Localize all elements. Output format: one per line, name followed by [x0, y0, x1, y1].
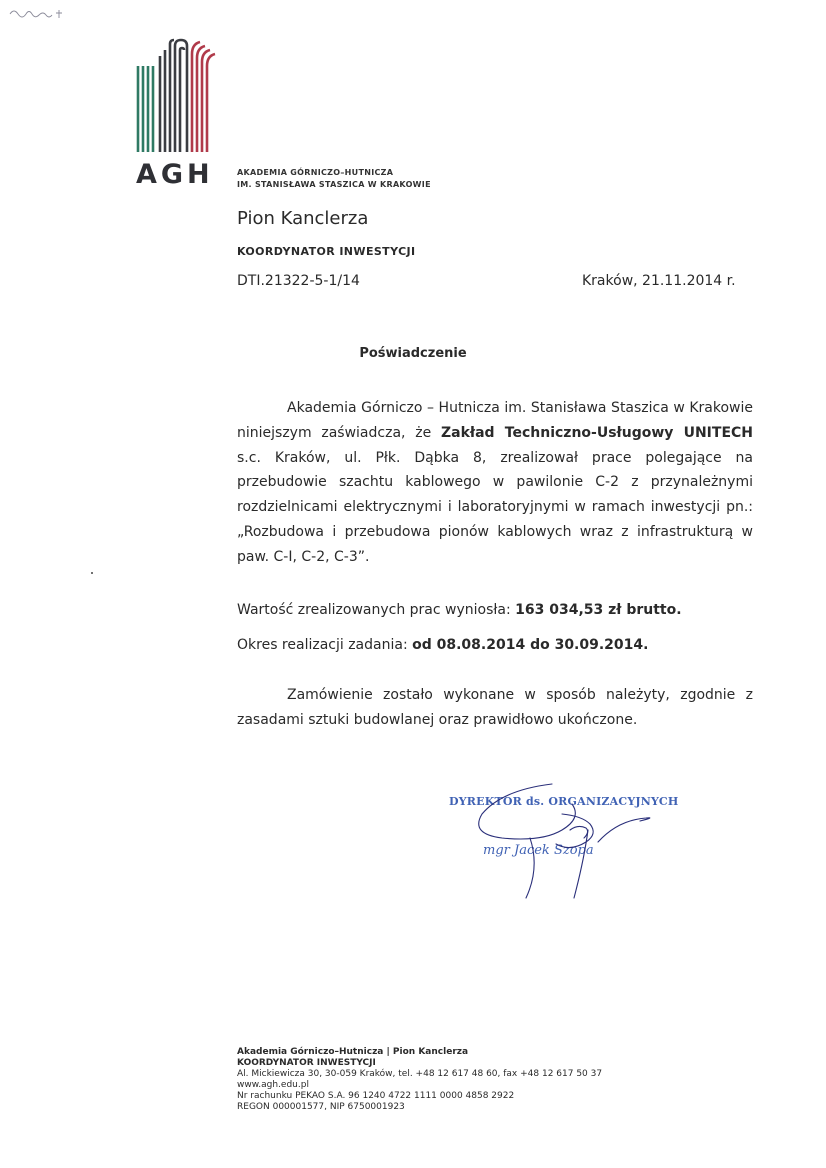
corner-scribble — [8, 6, 68, 22]
reference-number: DTI.21322-5-1/14 — [237, 273, 360, 289]
stamp-name: mgr Jacek Szopa — [483, 843, 594, 858]
main-paragraph-part-2: s.c. Kraków, ul. Płk. Dąbka 8, zrealizował prace polegające na przebudowie szachtu kablowego w pawilonie C-2 z przynależnymi rozdzielnicami elektrycznymi i laboratoryjnymi w ramach inwestycji pn.: „Rozbudowa i przebudowa pionów kablowych wraz z infrastrukturą w paw. C-I, C-2, C-3”. — [237, 449, 753, 565]
footer-bank-account: Nr rachunku PEKAO S.A. 96 1240 4722 1111 0000 4858 2922 — [237, 1091, 515, 1101]
document-title: Poświadczenie — [359, 346, 467, 361]
contract-value-label: Wartość zrealizowanych prac wyniosła: — [237, 602, 516, 618]
footer-institution: Akademia Górniczo–Hutnicza | Pion Kanclerza — [237, 1047, 469, 1057]
handwritten-signature — [470, 780, 660, 900]
stamp-title: DYREKTOR ds. ORGANIZACYJNYCH — [449, 795, 679, 808]
closing-paragraph: Zamówienie zostało wykonane w sposób należyty, zgodnie z zasadami sztuki budowlanej oraz prawidłowo ukończone. — [237, 687, 753, 728]
agh-logo-icon — [136, 36, 216, 152]
company-name: Zakład Techniczno-Usługowy UNITECH — [441, 424, 753, 441]
main-paragraph — [237, 396, 753, 570]
institution-line-1: AKADEMIA GÓRNICZO–HUTNICZA — [237, 168, 394, 177]
institution-name — [237, 167, 431, 191]
department-name: Pion Kanclerza — [237, 208, 369, 229]
contract-value — [237, 598, 757, 623]
agh-logo-text: AGH — [136, 159, 214, 190]
document-date: Kraków, 21.11.2014 r. — [582, 273, 736, 289]
main-paragraph-part-1: Akademia Górniczo – Hutnicza im. Stanisława Staszica w Krakowie niniejszym zaświadcza, że — [237, 400, 753, 441]
realization-period-label: Okres realizacji zadania: — [237, 637, 413, 653]
scan-dot — [91, 572, 93, 574]
coordinator-heading: KOORDYNATOR INWESTYCJI — [237, 245, 416, 258]
footer — [237, 1047, 602, 1113]
contract-value-amount: 163 034,53 zł brutto. — [515, 602, 682, 618]
footer-website: www.agh.edu.pl — [237, 1080, 309, 1090]
footer-coordinator: KOORDYNATOR INWESTYCJI — [237, 1058, 376, 1068]
footer-regon-nip: REGON 000001577, NIP 6750001923 — [237, 1102, 405, 1112]
realization-period — [237, 633, 757, 658]
footer-address: Al. Mickiewicza 30, 30-059 Kraków, tel. +48 12 617 48 60, fax +48 12 617 50 37 — [237, 1069, 603, 1079]
institution-line-2: IM. STANISŁAWA STASZICA W KRAKOWIE — [237, 180, 431, 189]
realization-period-value: od 08.08.2014 do 30.09.2014. — [412, 637, 649, 653]
